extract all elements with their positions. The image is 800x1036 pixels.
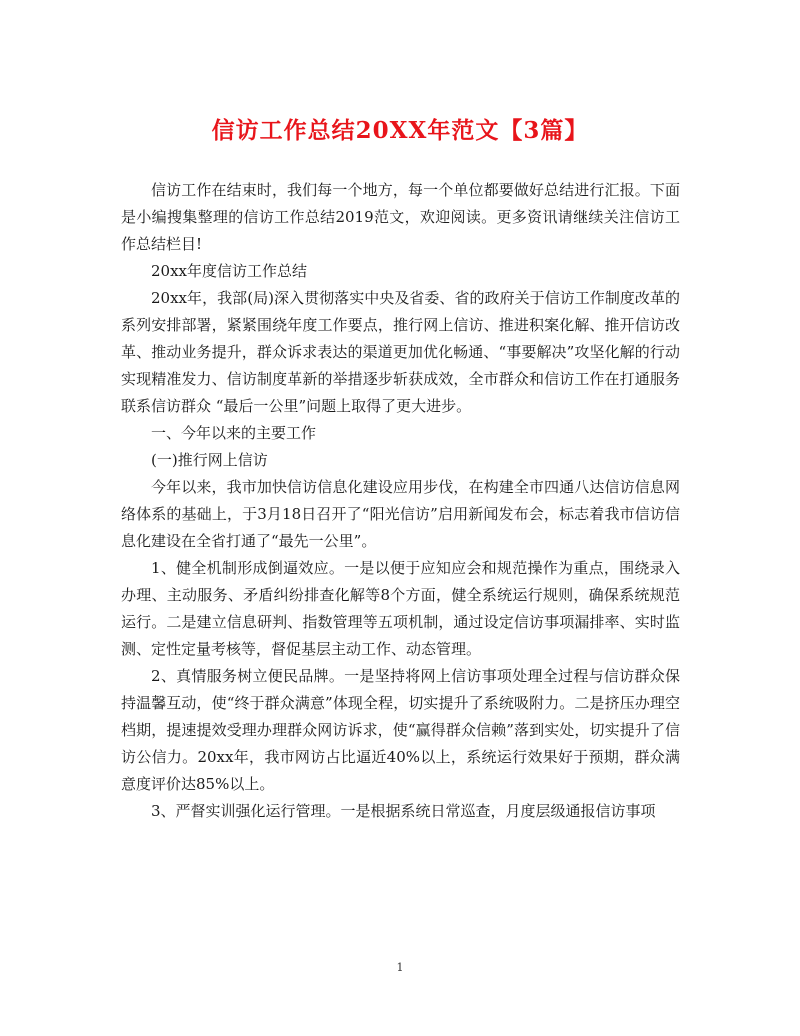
paragraph-intro: 信访工作在结束时，我们每一个地方，每一个单位都要做好总结进行汇报。下面是小编搜集整理的信访工作总结2019范文，欢迎阅读。更多资讯请继续关注信访工作总结栏目! xyxy=(121,181,680,253)
paragraph-online-petition: 今年以来，我市加快信访信息化建设应用步伐，在构建全市四通八达信访信息网络体系的基础上，于3月18日召开了“阳光信访”启用新闻发布会，标志着我市信访信息化建设在全省打通了“最先一公里”。 xyxy=(121,478,680,550)
paragraph-heading-online-petition: (一)推行网上信访 xyxy=(151,451,268,469)
paragraph-item-1: 1、健全机制形成倒逼效应。一是以便于应知应会和规范操作为重点，围绕录入办理、主动服务、矛盾纠纷排查化解等8个方面，健全系统运行规则，确保系统规范运行。二是建立信息研判、指数管理等五项机制，通过设定信访事项漏排率、实时监测、定性定量考核等，督促基层主动工作、动态管理。 xyxy=(121,559,680,658)
paragraph-section-heading: 20xx年度信访工作总结 xyxy=(151,262,308,280)
document-body xyxy=(121,177,680,825)
paragraph-item-3: 3、严督实训强化运行管理。一是根据系统日常巡查，月度层级通报信访事项 xyxy=(151,802,656,820)
paragraph-heading-main-work: 一、今年以来的主要工作 xyxy=(151,424,317,442)
paragraph-overview: 20xx年，我部(局)深入贯彻落实中央及省委、省的政府关于信访工作制度改革的系列安排部署，紧紧围绕年度工作要点，推行网上信访、推进积案化解、推开信访改革、推动业务提升，群众诉求表达的渠道更加优化畅通、“事要解决”攻坚化解的行动实现精准发力、信访制度革新的举措逐步斩获成效，全市群众和信访工作在打通服务联系信访群众 “最后一公里”问题上取得了更大进步。 xyxy=(121,289,680,415)
paragraph-item-2: 2、真情服务树立便民品牌。一是坚持将网上信访事项处理全过程与信访群众保持温馨互动，使“终于群众满意”体现全程，切实提升了系统吸附力。二是挤压办理空档期，提速提效受理办理群众网访诉求，使“赢得群众信赖”落到实处，切实提升了信访公信力。20xx年，我市网访占比逼近40%以上，系统运行效果好于预期，群众满意度评价达85%以上。 xyxy=(121,667,680,793)
document-title: 信访工作总结20XX年范文【3篇】 xyxy=(211,117,589,144)
page-number: 1 xyxy=(396,961,404,974)
